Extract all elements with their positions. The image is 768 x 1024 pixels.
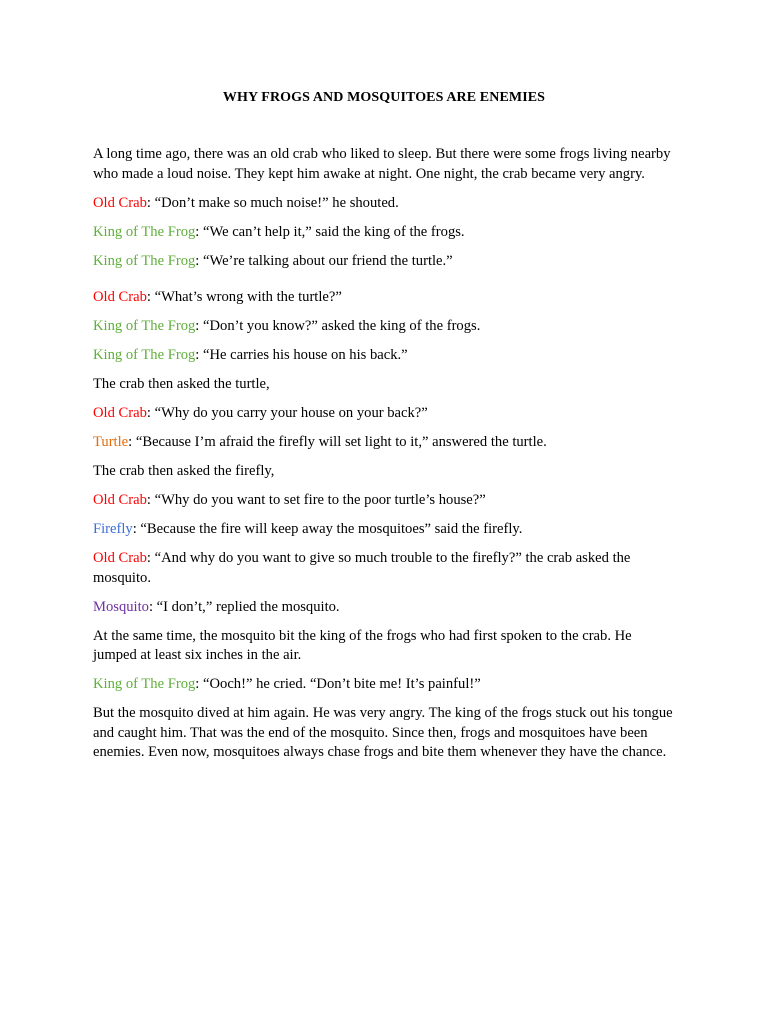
dialogue-line [93, 549, 677, 588]
dialogue-line [93, 520, 677, 540]
dialogue-line [93, 288, 677, 308]
dialogue-line [93, 346, 677, 366]
narration-paragraph: The crab then asked the turtle, [93, 376, 270, 392]
speaker-old-crab: Old Crab [93, 492, 147, 508]
narration-paragraph: A long time ago, there was an old crab who liked to sleep. But there were some frogs living nearby who made a loud noise. They kept him awake at night. One night, the crab became very angry. [93, 146, 671, 182]
narration-paragraph: The crab then asked the firefly, [93, 463, 275, 479]
dialogue-text: : “What’s wrong with the turtle?” [146, 289, 342, 305]
dialogue-line [93, 433, 677, 453]
dialogue-text: : “Why do you want to set fire to the poor turtle’s house?” [146, 492, 486, 508]
speaker-turtle: Turtle [93, 434, 129, 450]
dialogue-text: : “Because the fire will keep away the mosquitoes” said the firefly. [132, 521, 523, 537]
dialogue-text: : “We’re talking about our friend the turtle.” [195, 252, 453, 269]
dialogue-line [93, 491, 677, 511]
speaker-old-crab: Old Crab [93, 550, 147, 566]
dialogue-text: : “Don’t make so much noise!” he shouted. [146, 194, 399, 211]
dialogue-text: : “He carries his house on his back.” [195, 347, 408, 363]
dialogue-text: : “And why do you want to give so much trouble to the firefly?” the crab asked the mosquito. [93, 550, 631, 586]
speaker-firefly: Firefly [93, 521, 133, 537]
speaker-king-frog: King of The Frog [93, 318, 196, 334]
speaker-king-frog: King of The Frog [93, 676, 196, 692]
dialogue-text: : “We can’t help it,” said the king of the frogs. [195, 223, 465, 240]
dialogue-line [93, 675, 677, 695]
speaker-king-frog: King of The Frog [93, 252, 196, 269]
speaker-old-crab: Old Crab [93, 405, 147, 421]
dialogue-text: : “Because I’m afraid the firefly will set light to it,” answered the turtle. [128, 434, 547, 450]
dialogue-line [93, 598, 677, 618]
dialogue-text: : “I don’t,” replied the mosquito. [148, 598, 340, 615]
dialogue-line [93, 194, 677, 214]
dialogue-line [93, 404, 677, 424]
story-title: WHY FROGS AND MOSQUITOES ARE ENEMIES [222, 90, 546, 105]
dialogue-line [93, 252, 677, 272]
dialogue-text: : “Don’t you know?” asked the king of the frogs. [195, 318, 481, 334]
dialogue-line [93, 223, 677, 243]
speaker-king-frog: King of The Frog [93, 223, 196, 240]
dialogue-text: : “Why do you carry your house on your back?” [146, 405, 428, 421]
story-body [93, 145, 677, 772]
narration-paragraph: At the same time, the mosquito bit the king of the frogs who had first spoken to the crab. He jumped at least six inches in the air. [93, 627, 632, 663]
narration-paragraph: But the mosquito dived at him again. He was very angry. The king of the frogs stuck out his tongue and caught him. That was the end of the mosquito. Since then, frogs and mosquitoes have been enemies. Even now, mosquitoes always chase frogs and bite them whenever they have the chance. [93, 705, 673, 760]
speaker-old-crab: Old Crab [93, 194, 147, 211]
speaker-old-crab: Old Crab [93, 289, 147, 305]
speaker-mosquito: Mosquito [93, 598, 149, 615]
dialogue-text: : “Ooch!” he cried. “Don’t bite me! It’s painful!” [195, 676, 481, 692]
speaker-king-frog: King of The Frog [93, 347, 196, 363]
dialogue-line [93, 317, 677, 337]
